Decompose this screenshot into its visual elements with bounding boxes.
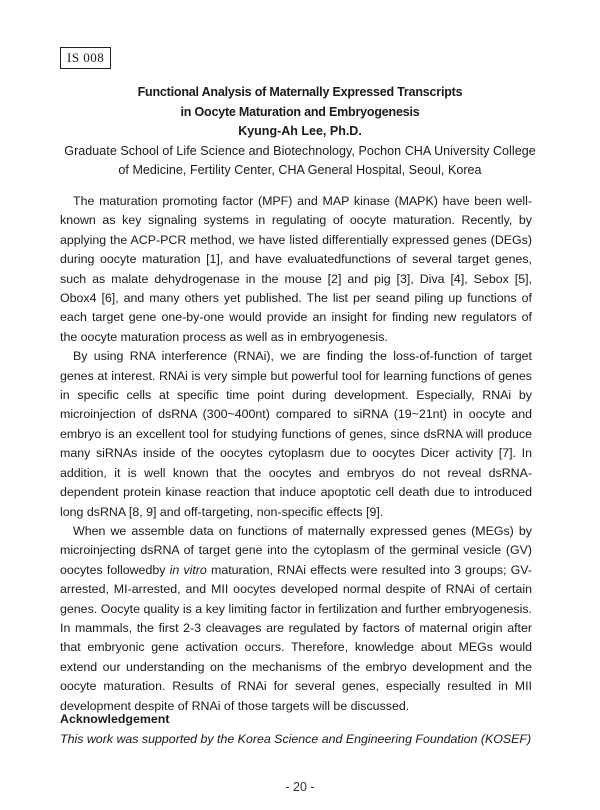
paragraph-3-italic: in vitro [169,562,207,577]
paragraph-3-part-2: maturation, RNAi effects were resulted into 3 groups; GV-arrested, MI-arrested, and MII oocytes developed normal despite of RNAi of certain genes. Oocyte quality is a key limiting factor in fertilization and further embryogenesis. In mammals, the first 2-3 cleavages are regulated by factors of maternal origin after that embryonic gene activation occurs. Therefore, knowledge about MEGs would extend our understanding on the mechanisms of the embryo development and the oocyte maturation. Results of RNAi for several genes, especially resulted in MII development despite of RNAi of those targets will be discussed. [60,562,533,713]
author: Kyung-Ah Lee, Ph.D. [238,124,362,138]
acknowledgement-section [60,710,540,749]
paragraph-3-part-1: When we assemble data on functions of maternally expressed genes (MEGs) by microinjecting dsRNA of target gene into the cytoplasm of the germinal vesicle (GV) oocytes followedby [60,523,532,577]
paragraph-2: By using RNA interference (RNAi), we are finding the loss-of-function of target genes at interest. RNAi is very simple but powerful tool for learning functions of genes in specific cells at specific time point during development. Especially, RNAi by microinjection of dsRNA (300~400nt) compared to siRNA (19~21nt) in oocyte and embryo is an excellent tool for studying functions of genes, since dsRNA will produce many siRNAs inside of the oocytes cytoplasm due to oocytes Dicer activity [7]. In addition, it is well known that the oocytes and embryos do not reveal dsRNA-dependent protein kinase reaction that induce apoptotic cell death due to introduced long dsRNA [8, 9] and off-targeting, non-specific effects [9]. [60,349,532,519]
acknowledgement-text: This work was supported by the Korea Science and Engineering Foundation (KOSEF) [60,731,532,746]
page-number: - 20 - [285,780,315,794]
abstract-header [0,83,600,181]
paragraph-3 [60,522,532,716]
acknowledgement-title: Acknowledgement [60,712,170,726]
affiliation-line-1: Graduate School of Life Science and Biotechnology, Pochon CHA University College [64,143,536,158]
abstract-body [60,192,532,716]
paragraph-1: The maturation promoting factor (MPF) and MAP kinase (MAPK) have been well-known as key signaling systems in regulating of oocyte maturation. Recently, by applying the ACP-PCR method, we have listed differentially expressed genes (DEGs) during oocyte maturation [1], and have evaluatedfunctions of several target genes, such as malate dehydrogenase in the mouse [2] and pig [3], Diva [4], Sebox [5], Obox4 [6], and many others yet published. The list per seand piling up functions of each target gene one-by-one would provide an insight for finding new regulators of the oocyte maturation process as well as in embryogenesis. [60,194,532,344]
title-line-1: Functional Analysis of Maternally Expressed Transcripts [137,85,463,99]
title-line-2: in Oocyte Maturation and Embryogenesis [180,104,420,119]
affiliation-line-2: of Medicine, Fertility Center, CHA General Hospital, Seoul, Korea [118,163,482,177]
abstract-id-box: IS 008 [60,47,111,69]
